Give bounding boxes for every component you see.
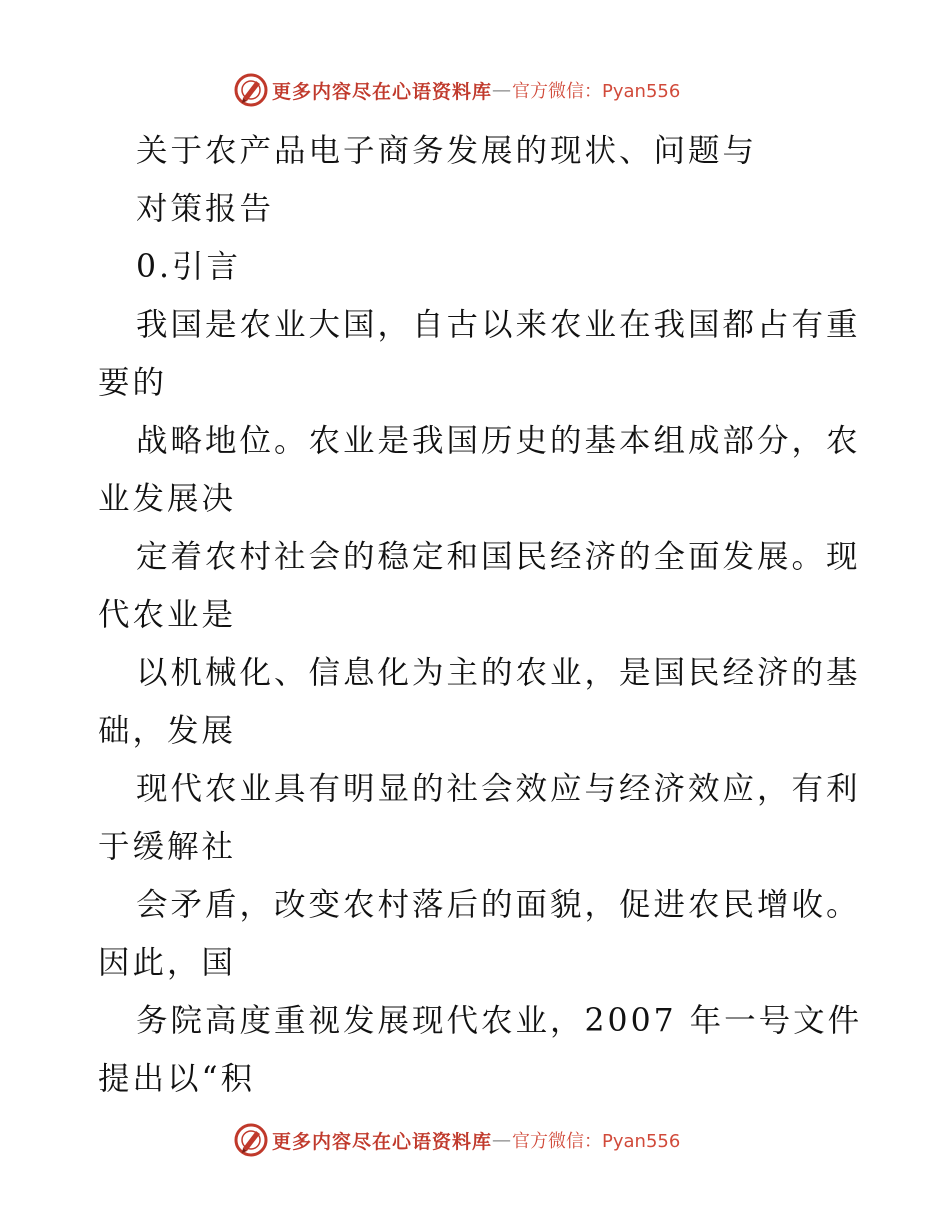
watermark-brand: 更多内容尽在心语资料库 <box>272 80 493 103</box>
document-body <box>98 122 863 1108</box>
watermark-footer <box>234 1120 680 1160</box>
text-line: 现代农业具有明显的社会效应与经济效应，有利 <box>136 771 861 807</box>
watermark-wechat: 官方微信：Pyan556 <box>512 81 681 102</box>
text-line: 0.引言 <box>136 249 242 285</box>
text-line: 于缓解社 <box>98 829 237 865</box>
text-line: 定着农村社会的稳定和国民经济的全面发展。现 <box>136 539 861 575</box>
text-line: 业发展决 <box>98 481 237 517</box>
text-line: 关于农产品电子商务发展的现状、问题与 <box>136 133 758 169</box>
watermark-separator: — <box>492 1129 513 1151</box>
text-line: 对策报告 <box>136 191 275 227</box>
pen-logo-icon <box>234 73 268 107</box>
text-line: 战略地位。农业是我国历史的基本组成部分，农 <box>136 423 861 459</box>
text-line: 础，发展 <box>98 713 237 749</box>
text-line: 提出以“积 <box>98 1061 256 1097</box>
text-line: 代农业是 <box>98 597 237 633</box>
text-line: 我国是农业大国，自古以来农业在我国都占有重 <box>136 307 861 343</box>
text-line: 会矛盾，改变农村落后的面貌，促进农民增收。 <box>136 887 861 923</box>
pen-logo-icon <box>234 1123 268 1157</box>
watermark-separator: — <box>492 79 513 101</box>
text-line: 因此，国 <box>98 945 237 981</box>
watermark-header <box>234 70 680 110</box>
text-line: 要的 <box>98 365 168 401</box>
watermark-brand: 更多内容尽在心语资料库 <box>272 1130 493 1153</box>
text-line: 务院高度重视发展现代农业，2007 年一号文件 <box>136 1003 863 1039</box>
text-line: 以机械化、信息化为主的农业，是国民经济的基 <box>136 655 861 691</box>
watermark-wechat: 官方微信：Pyan556 <box>512 1131 681 1152</box>
